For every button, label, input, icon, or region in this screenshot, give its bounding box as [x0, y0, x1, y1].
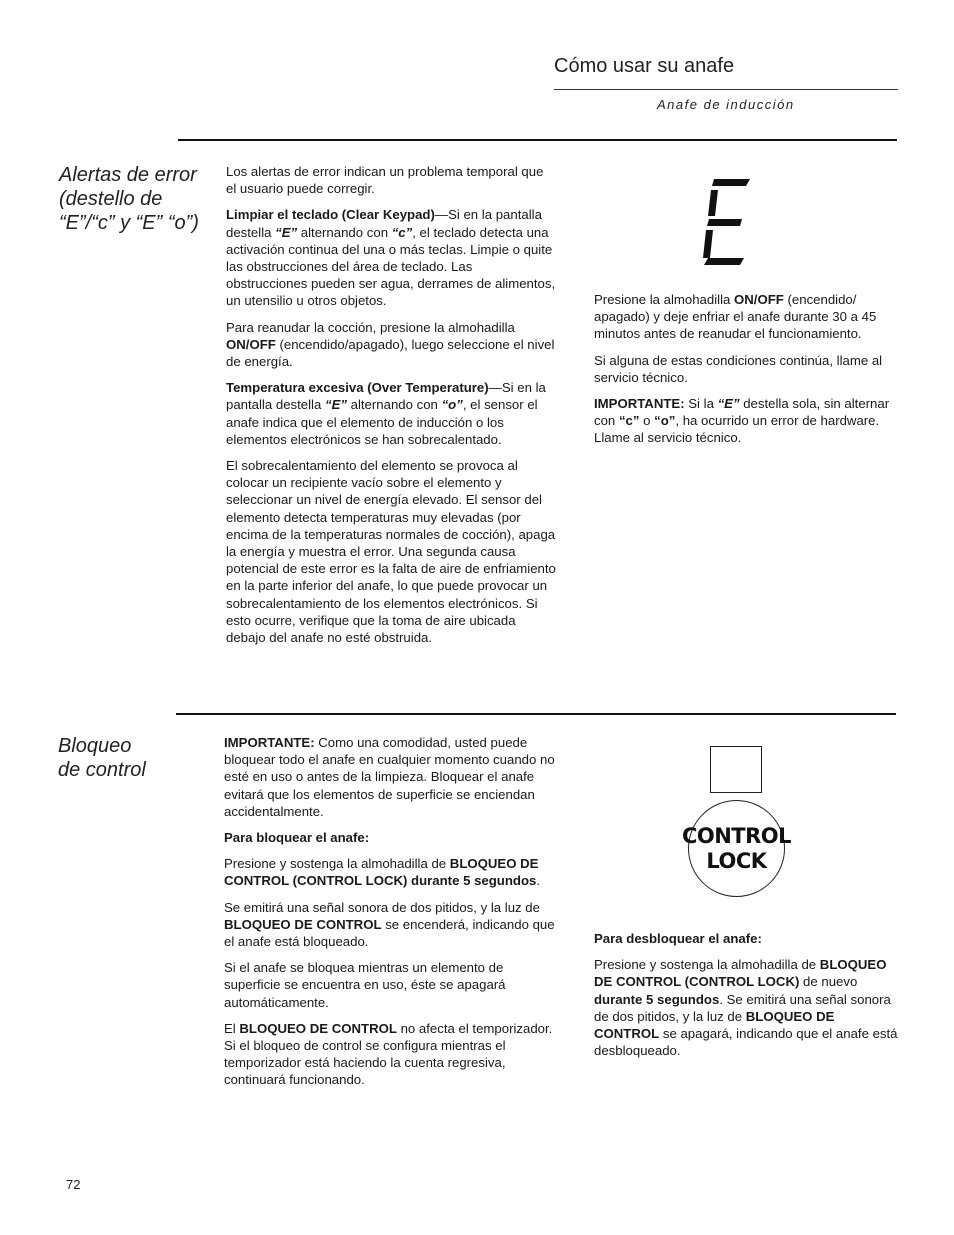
text: se encenderá, indicando que el anafe está bloqueado. [224, 916, 555, 950]
text: —Si en la pantalla destella [226, 207, 542, 240]
text: de nuevo [799, 974, 858, 990]
section-title-control-lock [58, 734, 198, 782]
paragraph-important [594, 395, 898, 447]
text: Si el anafe se bloquea mientras un elemento de superficie se encuentra en uso, éste se apagará automáticamente. [224, 960, 506, 1010]
paragraph [224, 959, 556, 1011]
bold-text: “o” [441, 397, 463, 413]
text: (encendido/apagado), luego seleccione el nivel de energía. [226, 336, 555, 370]
paragraph-clear-keypad [226, 206, 556, 309]
control-lock-left-column [224, 734, 556, 1098]
text: alternando con [346, 397, 442, 413]
bold-text: Temperatura excesiva (Over Temperature) [226, 380, 489, 396]
paragraph [224, 855, 556, 889]
error-alerts-left-column [226, 163, 556, 655]
control-lock-indicator-light [710, 746, 762, 793]
text: (encendido/ apagado) y deje enfriar el anafe durante 30 a 45 minutos antes de reanudar el funcionamiento. [594, 292, 877, 342]
text: Como una comodidad, usted puede bloquear todo el anafe en cualquier momento cuando no esté en uso o antes de la limpieza. Bloquear el anafe evitará que los elementos de superficie se enciendan accidentalmente. [224, 735, 555, 819]
text: alternando con [297, 224, 392, 240]
paragraph [224, 899, 556, 951]
bold-text: “E” [717, 396, 740, 412]
text: Se emitirá una señal sonora de dos pitidos, y la luz de [224, 899, 540, 915]
bold-text: ON/OFF [226, 336, 276, 352]
text: destella sola, sin alternar con [594, 396, 890, 429]
text: se apagará, indicando que el anafe está desbloqueado. [594, 1026, 898, 1059]
text: no afecta el temporizador. Si el bloqueo de control se configura mientras el temporizador está haciendo la cuenta regresiva, continuará funcionando. [224, 1020, 553, 1088]
page-header-title: Cómo usar su anafe [554, 55, 735, 77]
text: Los alertas de error indican un problema temporal que el usuario puede corregir. [226, 164, 544, 197]
bold-text: “o” [654, 413, 676, 429]
text: o [639, 413, 655, 429]
bold-text: IMPORTANTE: [594, 396, 685, 412]
bold-text: “c” [391, 224, 413, 240]
paragraph [594, 291, 898, 343]
bold-text: “E” [324, 397, 347, 413]
paragraph-lock-heading [224, 829, 556, 846]
text: , ha ocurrido un error de hardware. Llame al servicio técnico. [594, 413, 880, 446]
text: —Si en la pantalla destella [226, 380, 546, 413]
paragraph [594, 956, 898, 1059]
section-title-error-alerts: Alertas de error (destello de “E”/“c” y “E” “o”) [59, 164, 199, 234]
text: , el sensor el anafe indica que el elemento de inducción o los elementos electrónicos se han sobrecalentado. [226, 397, 538, 447]
text: El sobrecalentamiento del elemento se provoca al colocar un recipiente vacío sobre el elemento y seleccionar un nivel de energía elevado. El sensor del elemento detecta temperaturas muy elevadas (por encima de la temperaturas normales de cocción), apaga la energía y muestra el error. Una segunda causa potencial de este error es la falta de aire de enfriamiento en la parte inferior del anafe, lo que puede provocar un sobrecalentamiento de los elementos electrónicos. Si esto ocurre, verifique que la toma de aire ubicada debajo del anafe no esté obstruida. [226, 458, 556, 646]
paragraph-unlock-heading [594, 930, 898, 947]
bold-text: “c” [618, 413, 640, 429]
paragraph-important [224, 734, 556, 820]
text: Presione y sostenga la almohadilla de [224, 856, 450, 872]
bold-text: BLOQUEO DE CONTROL (CONTROL LOCK) durante 5 segundos [224, 856, 539, 889]
text: , el teclado detecta una activación continua del una o más teclas. Limpie o quite las obstrucciones del área de teclado. Las obstrucciones pueden ser agua, derrames de alimentos, un utensilio u otros objetos. [226, 224, 556, 309]
page-header-subtitle: Anafe de inducción [657, 97, 795, 112]
title-line: Bloqueo [58, 735, 132, 757]
bold-text: BLOQUEO DE CONTROL [594, 1008, 835, 1042]
text: . [536, 873, 541, 889]
bold-text: BLOQUEO DE CONTROL [224, 916, 382, 932]
button-label: CONTROL [681, 823, 792, 848]
bold-text: BLOQUEO DE CONTROL [239, 1020, 397, 1036]
text: El [224, 1020, 240, 1036]
bold-text: BLOQUEO DE CONTROL (CONTROL LOCK) [594, 957, 887, 990]
button-label: LOCK [706, 848, 767, 873]
paragraph [226, 457, 556, 646]
section-divider-error-alerts [178, 139, 897, 141]
text: Si alguna de estas condiciones continúa, llame al servicio técnico. [594, 352, 883, 385]
section-divider-control-lock [176, 713, 896, 715]
text: Presione y sostenga la almohadilla de [594, 957, 820, 973]
paragraph [226, 319, 556, 371]
bold-text: “E” [275, 224, 298, 240]
control-lock-right-column [594, 930, 898, 1068]
page-number: 72 [66, 1177, 81, 1192]
text: Para reanudar la cocción, presione la almohadilla [226, 319, 515, 335]
bold-text: durante 5 segundos [594, 991, 720, 1007]
header-divider [554, 89, 898, 90]
error-alerts-right-column [594, 291, 898, 456]
paragraph [226, 163, 556, 197]
text: Presione la almohadilla [594, 292, 735, 307]
bold-text: Para bloquear el anafe: [224, 830, 370, 846]
paragraph [594, 352, 898, 386]
bold-text: Para desbloquear el anafe: [594, 931, 762, 946]
bold-text: Limpiar el teclado (Clear Keypad) [226, 207, 435, 223]
paragraph [224, 1020, 556, 1089]
bold-text: ON/OFF [734, 292, 784, 307]
seven-segment-e-display-icon [700, 176, 750, 268]
control-lock-button-icon [681, 800, 792, 897]
title-line: de control [58, 759, 146, 781]
bold-text: IMPORTANTE: [224, 735, 315, 750]
paragraph-over-temperature [226, 379, 556, 448]
text: . Se emitirá una señal sonora de dos pitidos, y la luz de [594, 991, 891, 1024]
text: Si la [684, 396, 718, 412]
